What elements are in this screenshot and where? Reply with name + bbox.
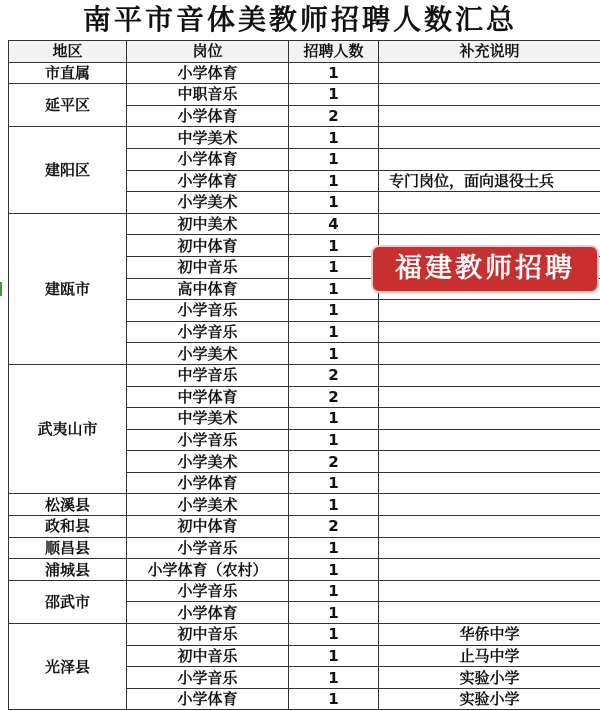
- cell-count: 1: [289, 537, 379, 559]
- cell-post: 中学美术: [127, 408, 289, 430]
- page-title: 南平市音体美教师招聘人数汇总: [82, 3, 517, 36]
- cell-note: [379, 494, 600, 516]
- cell-note: [379, 300, 600, 322]
- cell-note: [379, 559, 600, 581]
- cell-count: 1: [289, 170, 379, 192]
- cell-post: 小学美术: [127, 494, 289, 516]
- header-row: [9, 41, 600, 63]
- cell-count: 1: [289, 148, 379, 170]
- table-row: [9, 494, 600, 516]
- cell-count: 1: [289, 494, 379, 516]
- cell-post: 初中美术: [127, 213, 289, 235]
- cell-count: 1: [289, 472, 379, 494]
- cell-post: 小学体育: [127, 472, 289, 494]
- cell-note: [379, 451, 600, 473]
- cell-region: 延平区: [9, 84, 127, 127]
- cell-count: 1: [289, 278, 379, 300]
- cell-count: 1: [289, 559, 379, 581]
- cell-post: 中职音乐: [127, 84, 289, 106]
- cell-region: 政和县: [9, 516, 127, 538]
- header-note: 补充说明: [379, 41, 600, 63]
- cell-count: 1: [289, 667, 379, 689]
- cell-post: 小学体育: [127, 170, 289, 192]
- cell-region: 武夷山市: [9, 364, 127, 494]
- watermark-stamp: 福建教师招聘: [373, 247, 597, 291]
- cell-note: [379, 343, 600, 365]
- cell-count: 1: [289, 429, 379, 451]
- cell-post: 小学体育: [127, 688, 289, 710]
- cell-post: 小学体育: [127, 62, 289, 84]
- cell-count: 1: [289, 192, 379, 214]
- cell-note: [379, 602, 600, 624]
- table-body: [9, 62, 600, 710]
- cell-post: 小学美术: [127, 451, 289, 473]
- table-row: [9, 624, 600, 646]
- cell-region: 浦城县: [9, 559, 127, 581]
- cell-note: [379, 364, 600, 386]
- table-row: [9, 559, 600, 581]
- cell-note: [379, 192, 600, 214]
- cell-note: [379, 148, 600, 170]
- cell-count: 1: [289, 624, 379, 646]
- table-row: [9, 84, 600, 106]
- cell-post: 中学美术: [127, 127, 289, 149]
- cell-note: [379, 472, 600, 494]
- recruitment-table: [8, 40, 600, 710]
- cell-post: 初中体育: [127, 235, 289, 257]
- cell-post: 小学体育（农村）: [127, 559, 289, 581]
- cell-region: 光泽县: [9, 624, 127, 710]
- cell-post: 中学音乐: [127, 364, 289, 386]
- cell-count: 1: [289, 645, 379, 667]
- cell-note: [379, 127, 600, 149]
- cell-post: 小学音乐: [127, 667, 289, 689]
- cell-count: 1: [289, 256, 379, 278]
- cell-note: [379, 386, 600, 408]
- table-row: [9, 580, 600, 602]
- cell-note: 华侨中学: [379, 624, 600, 646]
- table-row: [9, 127, 600, 149]
- cell-post: 小学体育: [127, 105, 289, 127]
- cell-region: 建瓯市: [9, 213, 127, 364]
- cell-post: 小学音乐: [127, 537, 289, 559]
- cell-post: 小学体育: [127, 602, 289, 624]
- cell-region: 松溪县: [9, 494, 127, 516]
- cell-post: 小学音乐: [127, 429, 289, 451]
- cell-note: 实验小学: [379, 688, 600, 710]
- edge-marker: [0, 282, 2, 296]
- header-post: 岗位: [127, 41, 289, 63]
- cell-post: 初中音乐: [127, 256, 289, 278]
- cell-count: 1: [289, 408, 379, 430]
- cell-note: 专门岗位，面向退役士兵: [379, 170, 600, 192]
- cell-note: [379, 213, 600, 235]
- cell-note: [379, 516, 600, 538]
- table-row: [9, 213, 600, 235]
- cell-post: 小学美术: [127, 192, 289, 214]
- cell-region: 市直属: [9, 62, 127, 84]
- cell-note: [379, 62, 600, 84]
- cell-post: 小学美术: [127, 343, 289, 365]
- table-row: [9, 364, 600, 386]
- table-row: [9, 62, 600, 84]
- cell-post: 初中音乐: [127, 624, 289, 646]
- cell-count: 1: [289, 321, 379, 343]
- cell-note: 实验小学: [379, 667, 600, 689]
- cell-count: 2: [289, 386, 379, 408]
- cell-note: [379, 537, 600, 559]
- cell-post: 初中体育: [127, 516, 289, 538]
- cell-post: 小学音乐: [127, 580, 289, 602]
- cell-count: 2: [289, 364, 379, 386]
- cell-count: 1: [289, 62, 379, 84]
- table-row: [9, 516, 600, 538]
- cell-note: [379, 105, 600, 127]
- cell-count: 2: [289, 451, 379, 473]
- cell-count: 2: [289, 105, 379, 127]
- cell-note: [379, 408, 600, 430]
- cell-count: 1: [289, 300, 379, 322]
- cell-post: 小学音乐: [127, 321, 289, 343]
- cell-count: 1: [289, 235, 379, 257]
- cell-region: 邵武市: [9, 580, 127, 623]
- cell-note: [379, 429, 600, 451]
- cell-note: [379, 84, 600, 106]
- cell-count: 1: [289, 602, 379, 624]
- cell-count: 1: [289, 580, 379, 602]
- cell-note: 止马中学: [379, 645, 600, 667]
- cell-post: 小学音乐: [127, 300, 289, 322]
- cell-count: 4: [289, 213, 379, 235]
- header-region: 地区: [9, 41, 127, 63]
- cell-region: 顺昌县: [9, 537, 127, 559]
- cell-count: 2: [289, 516, 379, 538]
- cell-count: 1: [289, 343, 379, 365]
- cell-post: 初中音乐: [127, 645, 289, 667]
- table-row: [9, 537, 600, 559]
- cell-post: 高中体育: [127, 278, 289, 300]
- cell-post: 小学体育: [127, 148, 289, 170]
- header-count: 招聘人数: [289, 41, 379, 63]
- cell-count: 1: [289, 688, 379, 710]
- cell-post: 中学体育: [127, 386, 289, 408]
- cell-note: [379, 321, 600, 343]
- cell-region: 建阳区: [9, 127, 127, 213]
- cell-count: 1: [289, 84, 379, 106]
- cell-count: 1: [289, 127, 379, 149]
- cell-note: [379, 580, 600, 602]
